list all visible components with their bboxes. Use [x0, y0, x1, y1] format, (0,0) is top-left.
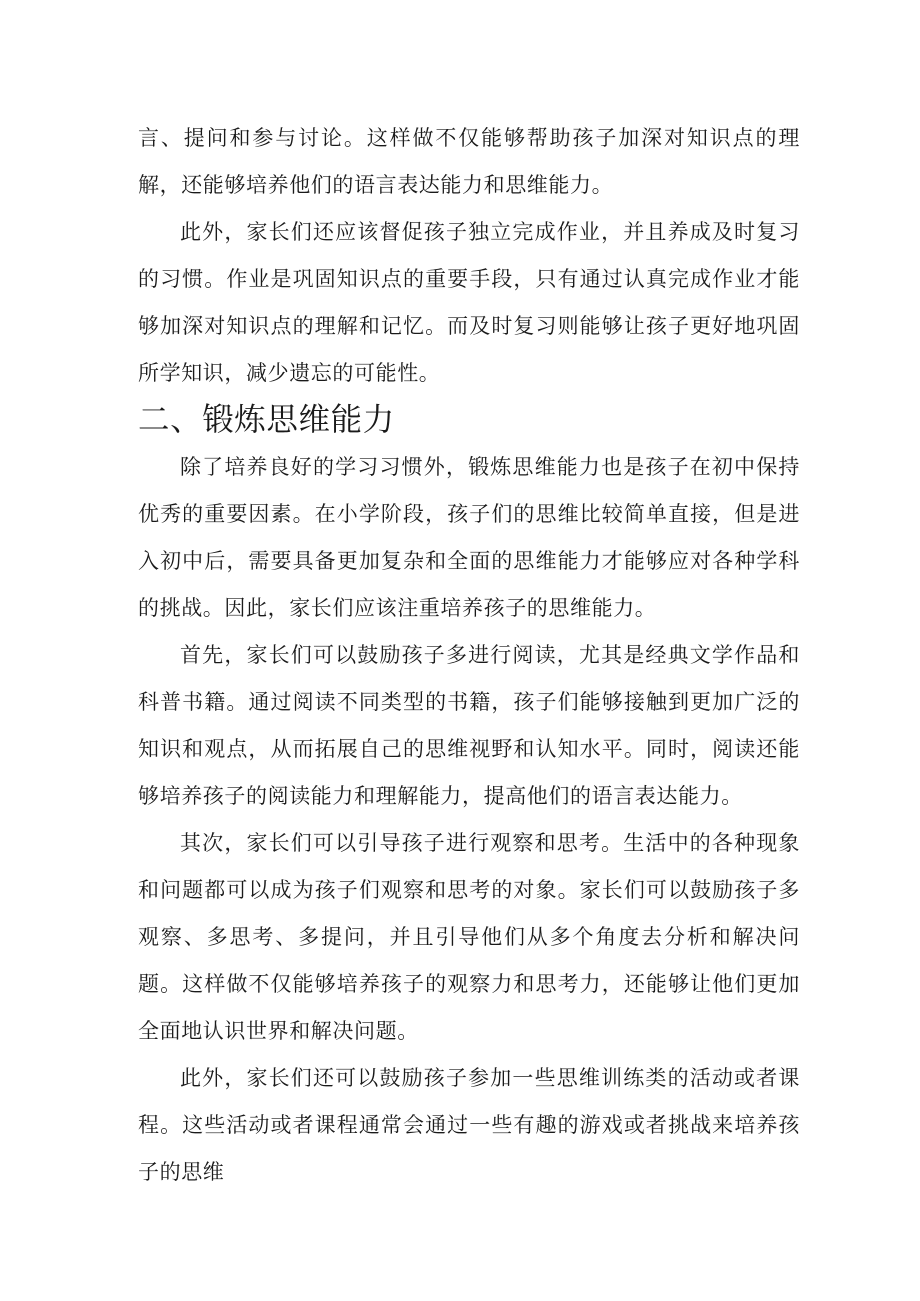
paragraph-homework-review: 此外，家长们还应该督促孩子独立完成作业，并且养成及时复习的习惯。作业是巩固知识点的重要手段，只有通过认真完成作业才能够加深对知识点的理解和记忆。而及时复习则能够让孩子更好地巩固所学知识，减少遗忘的可能性。 — [138, 220, 800, 385]
paragraph-training-activities: 此外，家长们还可以鼓励孩子参加一些思维训练类的活动或者课程。这些活动或者课程通常会通过一些有趣的游戏或者挑战来培养孩子的思维 — [138, 1066, 800, 1184]
document-body — [138, 115, 800, 1196]
paragraph-thinking-importance: 除了培养良好的学习习惯外，锻炼思维能力也是孩子在初中保持优秀的重要因素。在小学阶段，孩子们的思维比较简单直接，但是进入初中后，需要具备更加复杂和全面的思维能力才能够应对各种学科的挑战。因此，家长们应该注重培养孩子的思维能力。 — [138, 455, 800, 620]
section-heading: 二、锻炼思维能力 — [138, 402, 395, 438]
paragraph-observation: 其次，家长们可以引导孩子进行观察和思考。生活中的各种现象和问题都可以成为孩子们观察和思考的对象。家长们可以鼓励孩子多观察、多思考、多提问，并且引导他们从多个角度去分析和解决问题。这样做不仅能够培养孩子的观察力和思考力，还能够让他们更加全面地认识世界和解决问题。 — [138, 831, 800, 1043]
paragraph-continuation: 言、提问和参与讨论。这样做不仅能够帮助孩子加深对知识点的理解，还能够培养他们的语言表达能力和思维能力。 — [138, 126, 800, 197]
paragraph-reading: 首先，家长们可以鼓励孩子多进行阅读，尤其是经典文学作品和科普书籍。通过阅读不同类型的书籍，孩子们能够接触到更加广泛的知识和观点，从而拓展自己的思维视野和认知水平。同时，阅读还能够培养孩子的阅读能力和理解能力，提高他们的语言表达能力。 — [138, 643, 800, 808]
